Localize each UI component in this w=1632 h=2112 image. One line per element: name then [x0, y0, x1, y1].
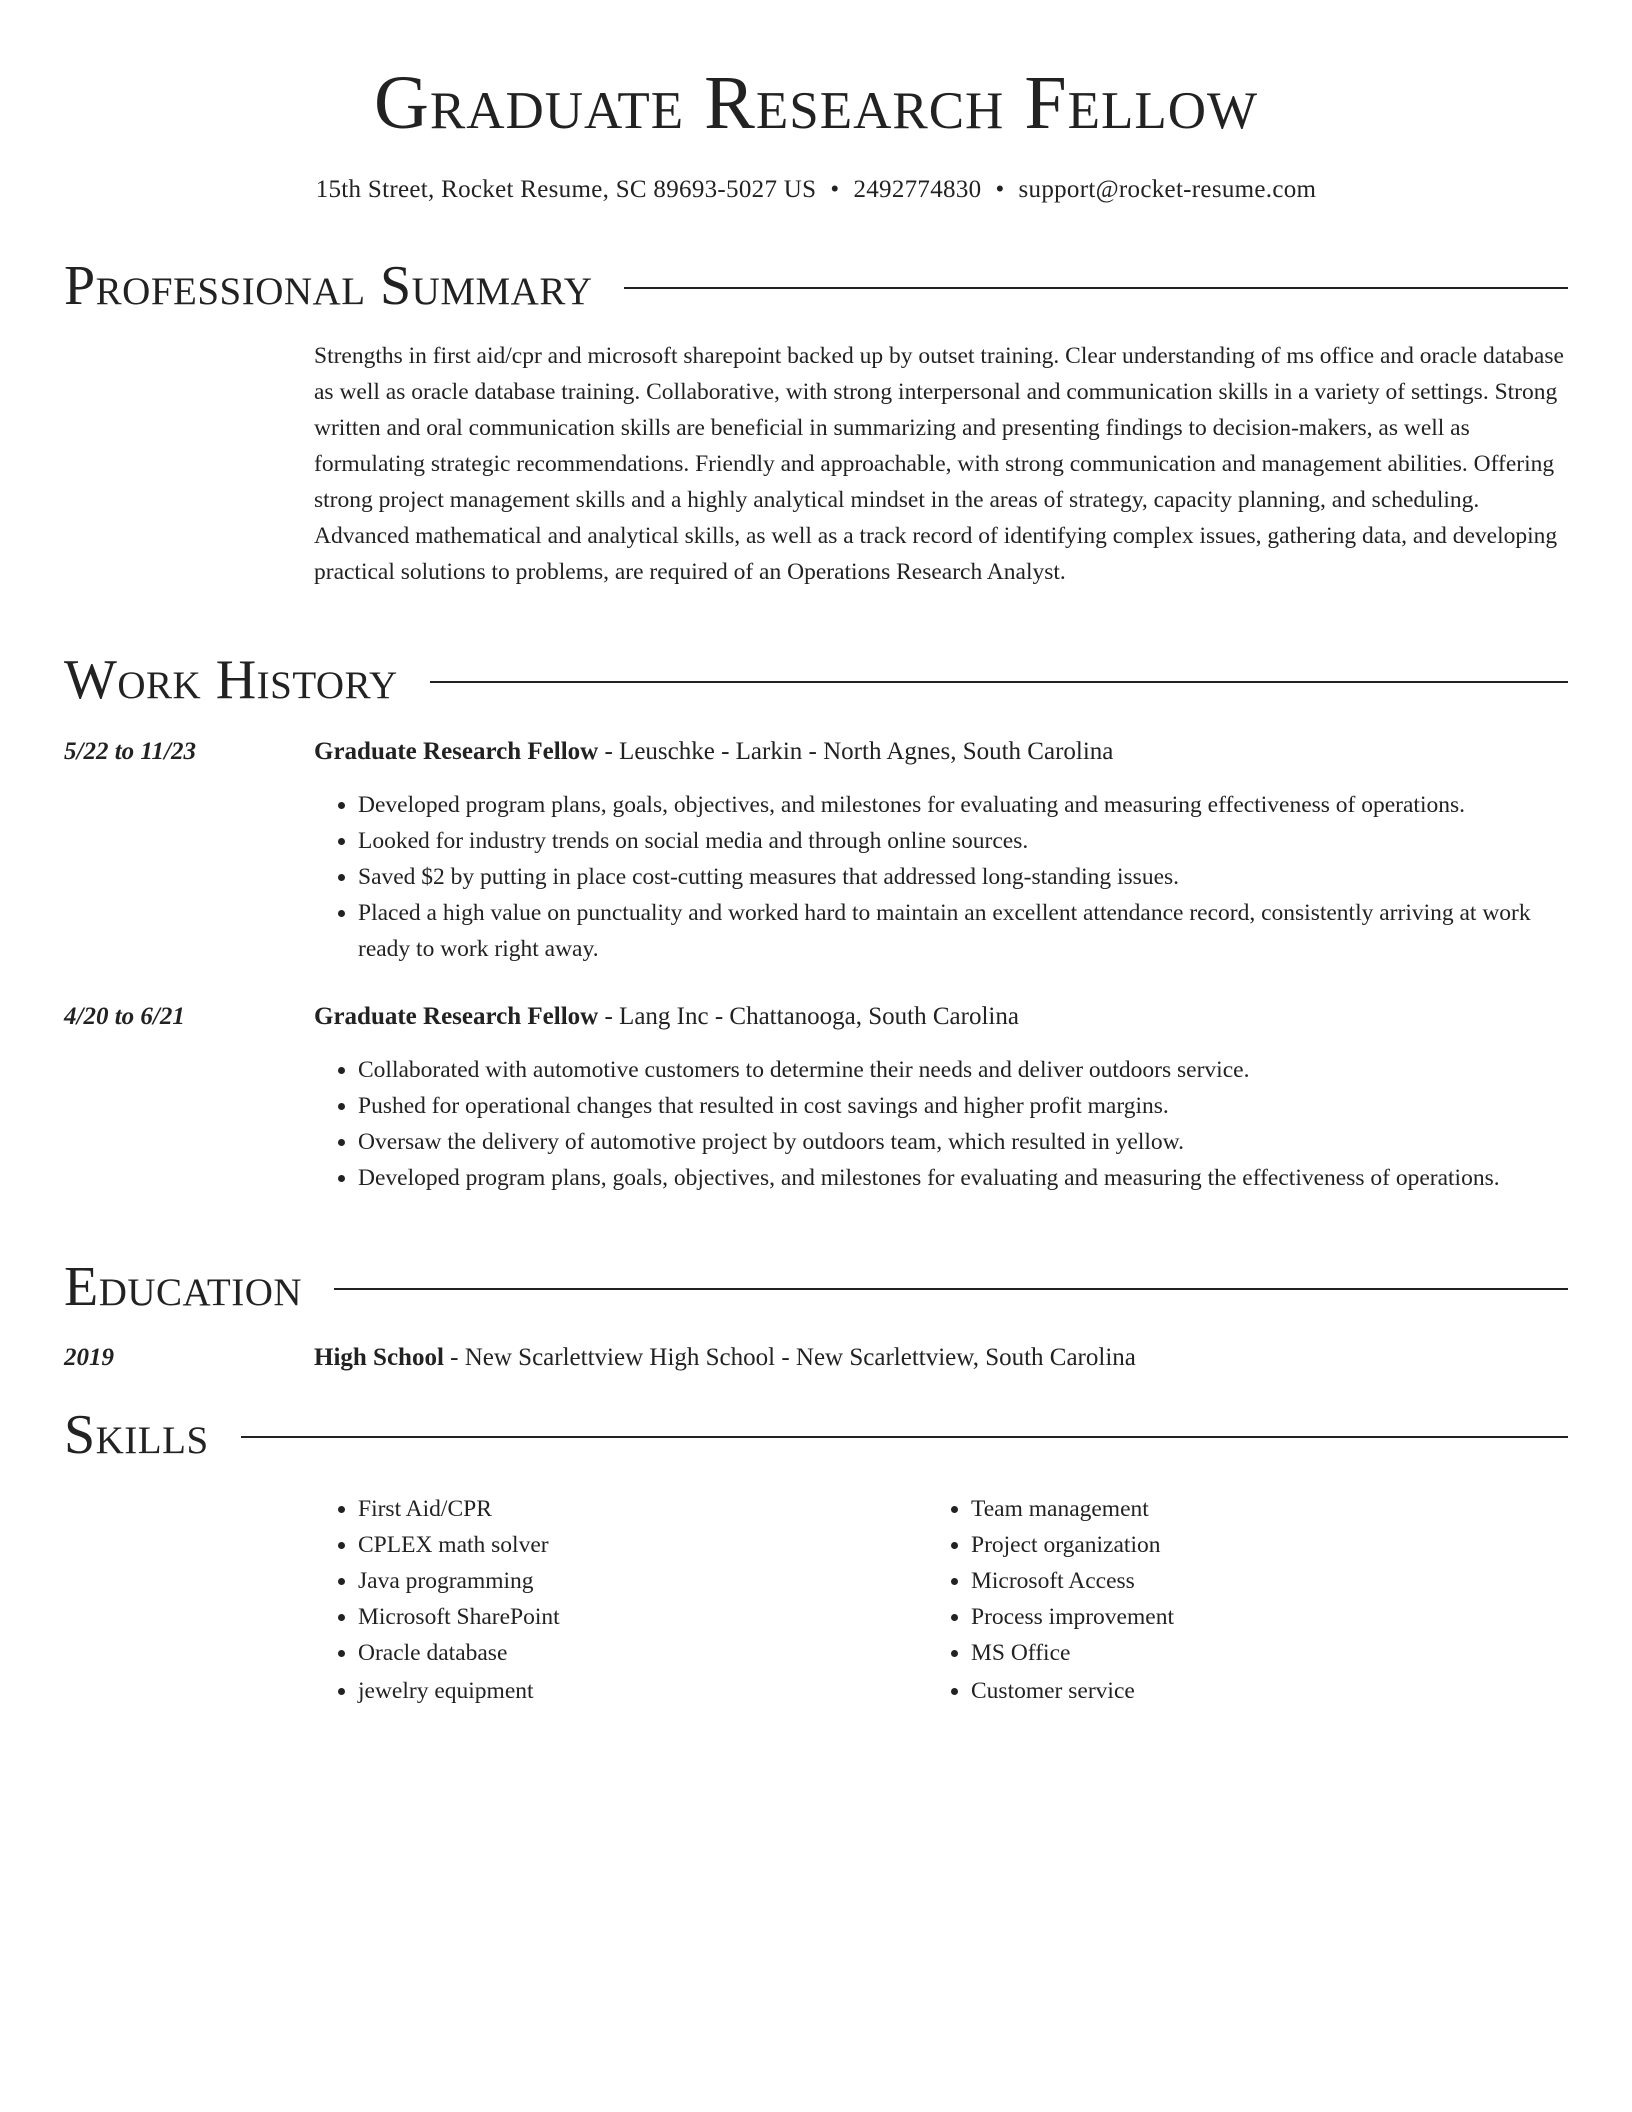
job-title-line — [314, 734, 1570, 770]
education-details: - New Scarlettview High School - New Scarlettview, South Carolina — [443, 1344, 1136, 1371]
job-details: - Lang Inc - Chattanooga, South Carolina — [598, 1003, 1019, 1030]
list-item: • Saved $2 by putting in place cost-cutting measures that addressed long-standing issues. — [358, 859, 1570, 895]
list-item: • Developed program plans, goals, objectives, and milestones for evaluating and measuring effectiveness of operations. — [358, 787, 1570, 823]
skill-item: • Project organization — [971, 1527, 1541, 1563]
section-work-header — [64, 650, 1568, 710]
skill-item: • Oracle database — [358, 1635, 928, 1671]
skill-item: • First Aid/CPR — [358, 1491, 928, 1527]
job-dates: 4/20 to 6/21 — [64, 1003, 185, 1030]
list-item: • Oversaw the delivery of automotive project by outdoors team, which resulted in yellow. — [358, 1124, 1570, 1160]
list-item: • Placed a high value on punctuality and worked hard to maintain an excellent attendance record, consistently arriving at work ready to work right away. — [358, 895, 1570, 967]
skill-item: • Microsoft Access — [971, 1563, 1541, 1599]
job-details: - Leuschke - Larkin - North Agnes, South Carolina — [598, 738, 1114, 765]
contact-email[interactable]: support@rocket-resume.com — [1018, 176, 1317, 203]
skill-item: • Microsoft SharePoint — [358, 1599, 928, 1635]
contact-address: 15th Street, Rocket Resume, SC 89693-5027 US — [315, 176, 817, 203]
job-title: Graduate Research Fellow — [314, 1003, 599, 1030]
skills-list-right — [927, 1491, 1541, 1709]
skill-item: • Team management — [971, 1491, 1541, 1527]
section-divider — [624, 287, 1568, 289]
section-divider — [334, 1288, 1568, 1290]
summary-text: Strengths in first aid/cpr and microsoft sharepoint backed up by outset training. Clear understanding of ms office and oracle database as well as oracle database training. Collaborative, with strong interpersonal and communication skills in a variety of settings. Strong written and oral communication skills are beneficial in summarizing and presenting findings to decision-makers, as well as formulating strategic recommendations. Friendly and approachable, with strong communication and management abilities. Offering strong project management skills and a highly analytical mindset in the areas of strategy, capacity planning, and scheduling. Advanced mathematical and analytical skills, as well as a track record of identifying complex issues, gathering data, and developing practical solutions to problems, are required of an Operations Research Analyst. — [314, 343, 1564, 585]
section-heading-skills: Skills — [64, 1404, 209, 1466]
job-title-line — [314, 999, 1570, 1035]
section-heading-summary: Professional Summary — [64, 255, 593, 317]
job-dates: 5/22 to 11/23 — [64, 738, 196, 765]
section-heading-education: Education — [64, 1256, 303, 1318]
list-item: • Looked for industry trends on social media and through online sources. — [358, 823, 1570, 859]
education-line — [314, 1340, 1570, 1376]
candidate-name: Graduate Research Fellow — [373, 61, 1259, 145]
section-divider — [241, 1436, 1568, 1438]
job-bullets — [314, 787, 1570, 967]
job-bullets — [314, 1052, 1570, 1196]
contact-separator: • — [830, 176, 840, 203]
list-item: • Developed program plans, goals, objectives, and milestones for evaluating and measuring the effectiveness of operations. — [358, 1160, 1570, 1196]
section-summary-header — [64, 256, 1568, 316]
list-item: • Pushed for operational changes that resulted in cost savings and higher profit margins. — [358, 1088, 1570, 1124]
list-item: • Collaborated with automotive customers to determine their needs and deliver outdoors service. — [358, 1052, 1570, 1088]
contact-phone: 2492774830 — [853, 176, 982, 203]
skill-item: • Java programming — [358, 1563, 928, 1599]
education-year: 2019 — [64, 1344, 114, 1371]
section-education-header — [64, 1257, 1568, 1317]
section-divider — [430, 681, 1568, 683]
contact-line — [64, 175, 1568, 205]
job-title: Graduate Research Fellow — [314, 738, 599, 765]
skill-item: • CPLEX math solver — [358, 1527, 928, 1563]
skill-item: • Process improvement — [971, 1599, 1541, 1635]
contact-separator: • — [995, 176, 1005, 203]
skill-item: • Customer service — [971, 1673, 1541, 1709]
section-heading-work: Work History — [64, 649, 398, 711]
skills-list-left — [314, 1491, 928, 1709]
skill-item: • MS Office — [971, 1635, 1541, 1671]
education-degree: High School — [314, 1344, 444, 1371]
skill-item: • jewelry equipment — [358, 1673, 928, 1709]
section-skills-header — [64, 1405, 1568, 1465]
